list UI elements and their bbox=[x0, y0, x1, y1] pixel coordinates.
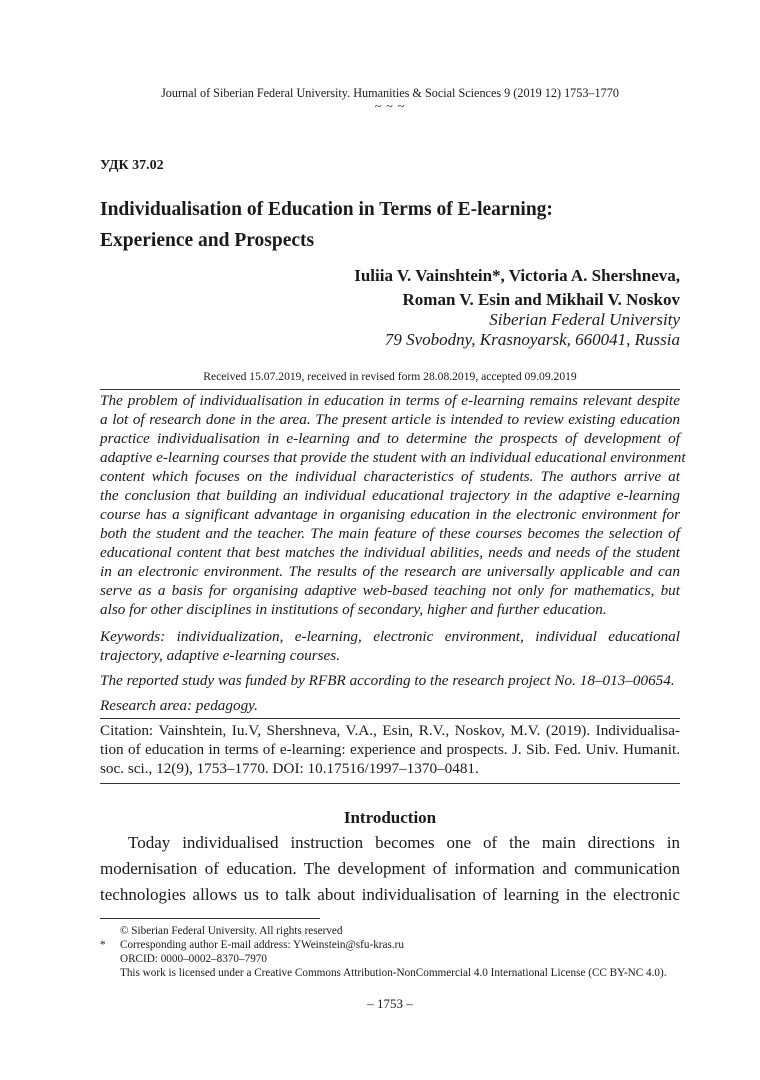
introduction-line: modernisation of education. The development of information and communication bbox=[100, 859, 680, 878]
citation-line: Citation: Vainshtein, Iu.V, Shershneva, V.A., Esin, R.V., Noskov, M.V. (2019). Individualisa- bbox=[100, 722, 680, 739]
journal-header: Journal of Siberian Federal University. Humanities & Social Sciences 9 (2019 12) 1753–1770 bbox=[161, 86, 619, 100]
abstract-line: course has a significant advantage in organising education in the electronic environment for bbox=[100, 506, 680, 523]
funding-line: The reported study was funded by RFBR according to the research project No. 18–013–00654. bbox=[100, 672, 675, 689]
introduction-line: technologies allows us to talk about individualisation of learning in the electronic bbox=[100, 885, 680, 904]
affiliation-institution: Siberian Federal University bbox=[489, 310, 680, 329]
authors-line-2: Roman V. Esin and Mikhail V. Noskov bbox=[402, 290, 680, 309]
keywords bbox=[100, 627, 680, 665]
divider-citation-bottom bbox=[100, 783, 680, 784]
page-number: – 1753 – bbox=[367, 996, 413, 1011]
citation-line: tion of education in terms of e-learning: experience and prospects. J. Sib. Fed. Univ. Humanit. bbox=[100, 741, 680, 758]
affiliation-address: 79 Svobodny, Krasnoyarsk, 660041, Russia bbox=[384, 330, 680, 349]
abstract-line: a lot of research done in the area. The present article is intended to review existing education bbox=[100, 411, 680, 428]
citation-line: soc. sci., 12(9), 1753–1770. DOI: 10.17516/1997–1370–0481. bbox=[100, 760, 479, 777]
authors-line-1: Iuliia V. Vainshtein*, Victoria A. Shershneva, bbox=[354, 266, 680, 285]
divider-citation-top bbox=[100, 718, 680, 719]
abstract-line: content which focuses on the individual characteristics of students. The authors arrive at bbox=[100, 468, 680, 485]
keywords-line: trajectory, adaptive e-learning courses. bbox=[100, 647, 340, 664]
received-dates: Received 15.07.2019, received in revised form 28.08.2019, accepted 09.09.2019 bbox=[203, 370, 577, 383]
abstract-line: the conclusion that building an individual educational trajectory in the adaptive e-learning bbox=[100, 487, 680, 504]
abstract-line: in an electronic environment. The results of the research are universally applicable and can bbox=[100, 563, 680, 580]
abstract-line: serve as a basis for organising adaptive web-based teaching not only for mathematics, but bbox=[100, 582, 680, 599]
research-area-line: Research area: pedagogy. bbox=[100, 697, 258, 714]
article-title-line-2: Experience and Prospects bbox=[100, 230, 315, 251]
introduction-text bbox=[100, 830, 680, 908]
header-ornament: ~ ~ ~ bbox=[374, 99, 406, 113]
abstract-line: practice individualisation in e-learning and to determine the prospects of development of bbox=[100, 430, 680, 447]
abstract-line: The problem of individualisation in education in terms of e-learning remains relevant despite bbox=[100, 392, 680, 409]
keywords-line: Keywords: individualization, e-learning, electronic environment, individual educational bbox=[100, 628, 680, 645]
udk-code: УДК 37.02 bbox=[100, 158, 164, 173]
orcid-text: ORCID: 0000–0002–8370–7970 bbox=[120, 953, 267, 965]
citation bbox=[100, 721, 680, 778]
license-text: This work is licensed under a Creative Commons Attribution-NonCommercial 4.0 International License (CC BY-NC 4.0). bbox=[120, 967, 667, 979]
abstract-line: educational content that best matches the individual abilities, needs and needs of the student bbox=[100, 544, 680, 561]
copyright-text: © Siberian Federal University. All rights reserved bbox=[120, 925, 343, 937]
abstract-line: both the student and the teacher. The main feature of these courses becomes the selection of bbox=[100, 525, 680, 542]
abstract bbox=[100, 391, 686, 619]
introduction-line: Today individualised instruction becomes one of the main directions in bbox=[128, 833, 680, 852]
funding-note bbox=[100, 671, 680, 690]
research-area bbox=[100, 696, 680, 715]
divider-top bbox=[100, 389, 680, 390]
email-text: Corresponding author E-mail address: YWeinstein@sfu-kras.ru bbox=[120, 939, 404, 951]
introduction-heading: Introduction bbox=[343, 808, 437, 827]
footnote-divider bbox=[100, 918, 320, 919]
abstract-line: also for other disciplines in institutions of secondary, higher and further education. bbox=[100, 601, 607, 618]
article-title-line-1: Individualisation of Education in Terms of E-learning: bbox=[100, 199, 553, 220]
abstract-line: adaptive e-learning courses that provide the student with an individual educational environment bbox=[100, 449, 686, 466]
asterisk-marker: * bbox=[100, 939, 106, 951]
